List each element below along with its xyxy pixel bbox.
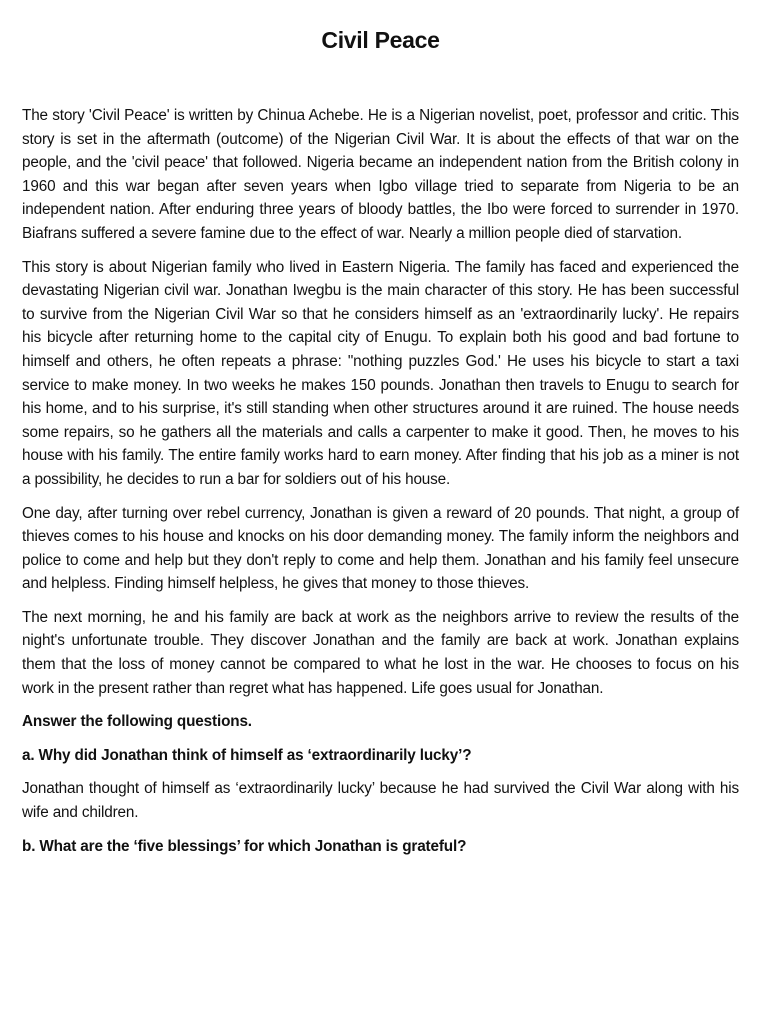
questions-heading: Answer the following questions. (22, 713, 252, 731)
page-title: Civil Peace (321, 27, 440, 53)
document-body (22, 104, 739, 868)
paragraph-next-morning: The next morning, he and his family are back at work as the neighbors arrive to review the results of the night's unfortunate trouble. They discover Jonathan and the family are back at work. Jonathan explains them that the loss of money cannot be compared to what he lost in the war. He chooses to focus on his work in the present rather than regret what has happened. Life goes usual for Jonathan. (22, 608, 739, 697)
question-b: b. What are the ‘five blessings’ for which Jonathan is grateful? (22, 837, 467, 855)
paragraph-family: This story is about Nigerian family who lived in Eastern Nigeria. The family has faced and experienced the devastating Nigerian civil war. Jonathan Iwegbu is the main character of this story. He has been successful to survive from the Nigerian Civil War so that he considers himself as an 'extraordinarily lucky'. He repairs his bicycle after returning home to the capital city of Enugu. To explain both his good and bad fortune to himself and others, he often repeats a phrase: "nothing puzzles God.' He uses his bicycle to start a taxi service to make money. In two weeks he makes 150 pounds. Jonathan then travels to Enugu to search for his home, and to his surprise, it's still standing when other structures around it are ruined. The house needs some repairs, so he gathers all the materials and calls a carpenter to make it good. Then, he moves to his house with his family. The entire family works hard to earn money. After finding that his job as a miner is not a possibility, he decides to run a bar for soldiers out of his house. (22, 258, 739, 488)
paragraph-intro: The story 'Civil Peace' is written by Chinua Achebe. He is a Nigerian novelist, poet, professor and critic. This story is set in the aftermath (outcome) of the Nigerian Civil War. It is about the effects of that war on the people, and the 'civil peace' that followed. Nigeria became an independent nation from the British colony in 1960 and this war began after seven years when Igbo village tried to separate from Nigeria to be an independent nation. After enduring three years of bloody battles, the Ibo were forced to surrender in 1970. Biafrans suffered a severe famine due to the effect of war. Nearly a million people died of starvation. (22, 107, 739, 242)
answer-a: Jonathan thought of himself as ‘extraordinarily lucky’ because he had survived the Civil War along with his wife and children. (22, 780, 739, 822)
question-a: a. Why did Jonathan think of himself as ‘extraordinarily lucky’? (22, 746, 472, 764)
paragraph-thieves: One day, after turning over rebel currency, Jonathan is given a reward of 20 pounds. That night, a group of thieves comes to his house and knocks on his door demanding money. The family inform the neighbors and police to come and help but they don't reply to come and help them. Jonathan and his family feel unsecure and helpless. Finding himself helpless, he gives that money to those thieves. (22, 504, 739, 593)
